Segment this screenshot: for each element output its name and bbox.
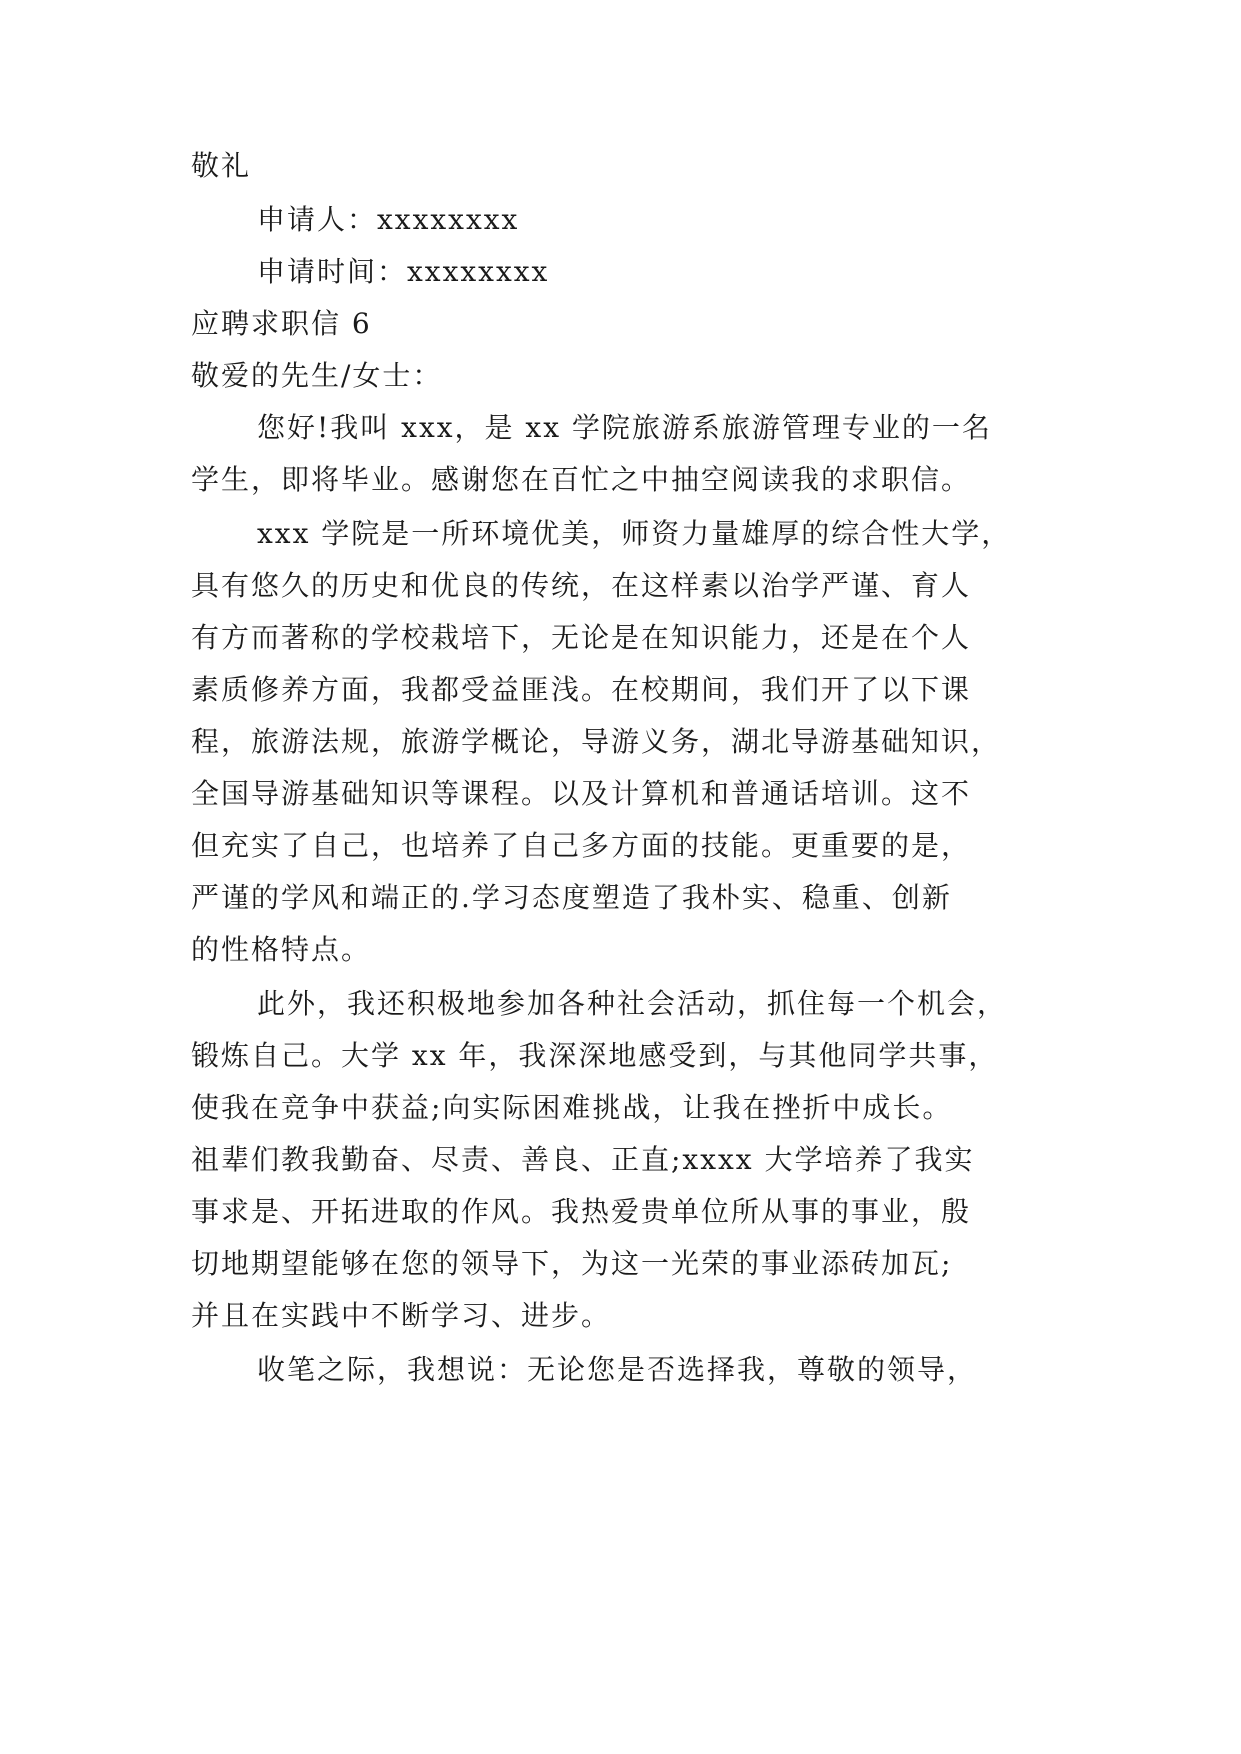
salutation-line: 敬爱的先生/女士： bbox=[191, 359, 443, 392]
body-line: 有方而著称的学校栽培下，无论是在知识能力，还是在个人 bbox=[191, 621, 972, 654]
body-line: 的性格特点。 bbox=[191, 933, 372, 966]
apply-time-line: 申请时间：xxxxxxxx bbox=[257, 255, 550, 288]
body-line: 切地期望能够在您的领导下，为这一光荣的事业添砖加瓦; bbox=[191, 1247, 953, 1280]
body-line: 此外，我还积极地参加各种社会活动，抓住每一个机会， bbox=[257, 987, 1008, 1020]
body-line: 并且在实践中不断学习、进步。 bbox=[191, 1299, 612, 1332]
body-line: 收笔之际，我想说：无论您是否选择我，尊敬的领导， bbox=[257, 1353, 978, 1386]
body-line: 祖辈们教我勤奋、尽责、善良、正直;xxxx 大学培养了我实 bbox=[191, 1143, 975, 1176]
body-line: 程，旅游法规，旅游学概论，导游义务，湖北导游基础知识， bbox=[191, 725, 1002, 758]
body-line: 锻炼自己。大学 xx 年，我深深地感受到，与其他同学共事， bbox=[191, 1039, 999, 1072]
body-line: 学生，即将毕业。感谢您在百忙之中抽空阅读我的求职信。 bbox=[191, 463, 972, 496]
body-line: xxx 学院是一所环境优美，师资力量雄厚的综合性大学， bbox=[257, 517, 1012, 550]
body-line: 使我在竞争中获益;向实际困难挑战，让我在挫折中成长。 bbox=[191, 1091, 953, 1124]
closing-line: 敬礼 bbox=[191, 149, 252, 182]
letter-heading: 应聘求职信 6 bbox=[191, 307, 372, 340]
applicant-line: 申请人：xxxxxxxx bbox=[257, 203, 520, 236]
body-line: 素质修养方面，我都受益匪浅。在校期间，我们开了以下课 bbox=[191, 673, 972, 706]
body-line: 严谨的学风和端正的.学习态度塑造了我朴实、稳重、创新 bbox=[191, 881, 952, 914]
body-line: 但充实了自己，也培养了自己多方面的技能。更重要的是， bbox=[191, 829, 972, 862]
body-line: 您好!我叫 xxx，是 xx 学院旅游系旅游管理专业的一名 bbox=[257, 411, 992, 444]
body-line: 事求是、开拓进取的作风。我热爱贵单位所从事的事业，殷 bbox=[191, 1195, 972, 1228]
body-line: 全国导游基础知识等课程。以及计算机和普通话培训。这不 bbox=[191, 777, 972, 810]
body-line: 具有悠久的历史和优良的传统，在这样素以治学严谨、育人 bbox=[191, 569, 972, 602]
